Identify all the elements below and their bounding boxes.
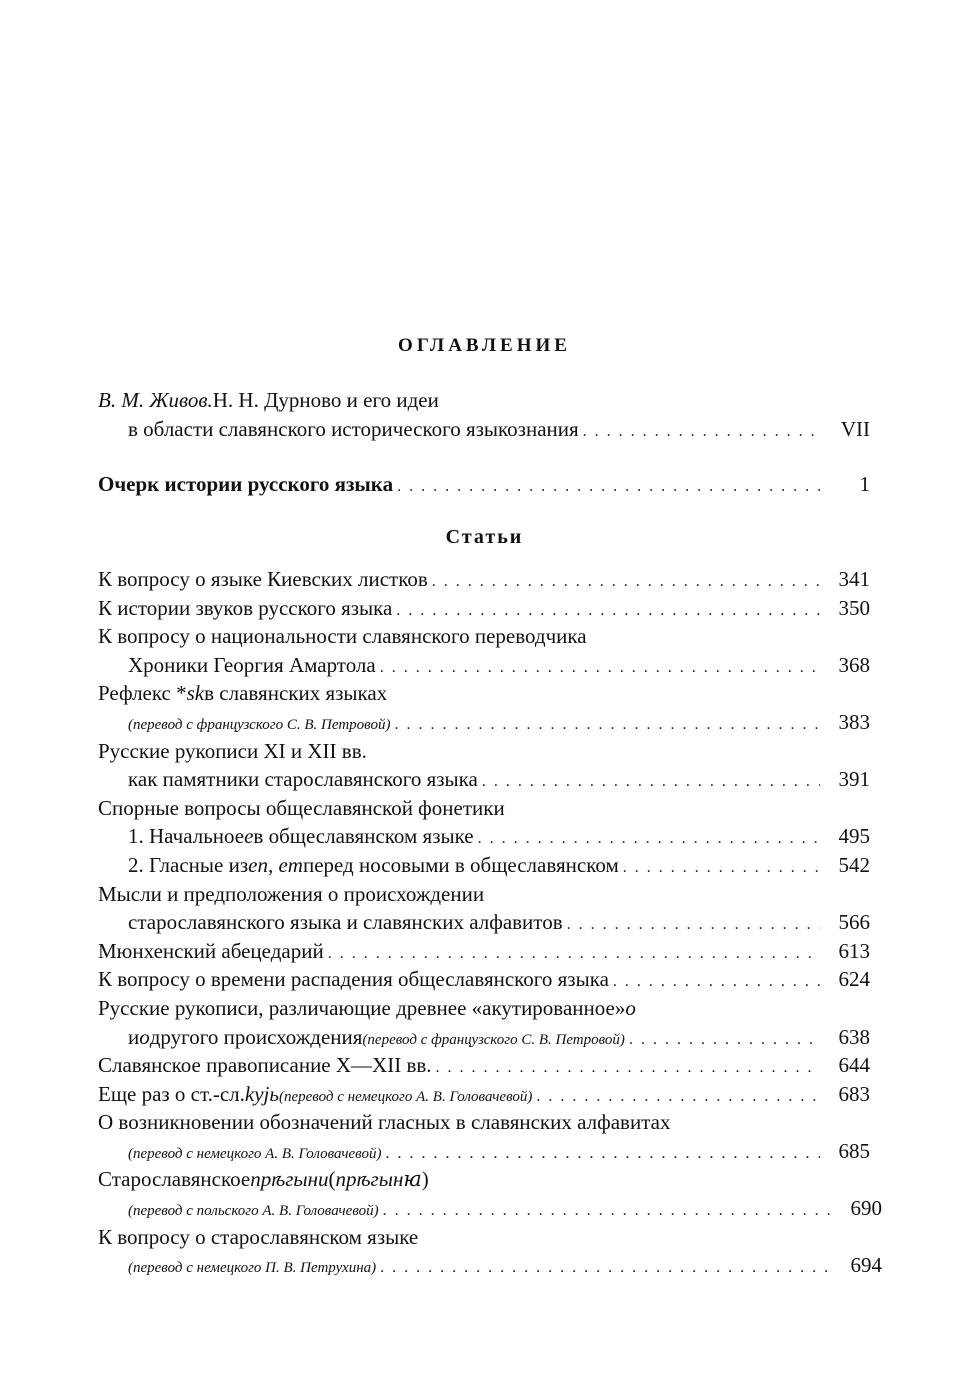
toc-heading: ОГЛАВЛЕНИЕ <box>398 335 571 356</box>
page-number: 542 <box>838 852 870 877</box>
dot-leader <box>385 1137 820 1169</box>
toc-entry-a12[interactable] <box>98 1080 870 1109</box>
page-number: 350 <box>838 595 870 620</box>
entry-title-italic: о <box>625 995 636 1020</box>
dot-leader <box>397 470 820 502</box>
toc-articles <box>98 565 882 1280</box>
entry-title-paren: ( <box>328 1167 336 1192</box>
dot-leader <box>328 937 820 969</box>
dot-leader <box>536 1080 820 1112</box>
entry-title-italic: sk <box>186 681 205 706</box>
entry-title: Мюнхенский абецедарий <box>98 938 324 963</box>
toc-entry-a5[interactable] <box>98 737 870 794</box>
dot-leader <box>583 415 820 447</box>
page-number: 383 <box>838 709 870 734</box>
dot-leader <box>380 1251 832 1283</box>
page-number: 683 <box>838 1081 870 1106</box>
entry-title-paren: ) <box>421 1167 429 1192</box>
entry-title: Спорные вопросы общеславянской фонетики <box>98 795 505 820</box>
entry-title: Старославянское <box>98 1167 251 1192</box>
sub-entry-title-end: в общеславянском языке <box>253 824 474 849</box>
entry-title-cont: и <box>128 1024 140 1049</box>
toc-entry-a15[interactable] <box>98 1223 882 1280</box>
page-number: 638 <box>838 1024 870 1049</box>
dot-leader <box>395 708 821 740</box>
dot-leader <box>383 1194 832 1226</box>
entry-title: Славянское правописание X—XII вв. <box>98 1053 432 1078</box>
entry-title: Русские рукописи, различающие древнее «акутированное» <box>98 995 626 1020</box>
toc-entry-a10[interactable] <box>98 994 870 1051</box>
section-title: Статьи <box>445 526 524 548</box>
toc-entry-ocherk[interactable] <box>98 470 870 499</box>
page-number: 685 <box>838 1138 870 1163</box>
sub-entry-italic: en, em <box>248 852 303 877</box>
translation-note: (перевод с немецкого А. В. Головачевой) <box>278 1088 533 1105</box>
page-number: 341 <box>838 567 870 591</box>
dot-leader <box>436 1051 820 1083</box>
toc-entry-a14[interactable] <box>98 1165 882 1222</box>
dot-leader <box>567 908 820 940</box>
page-number: 495 <box>838 824 870 849</box>
translation-note: (перевод с немецкого П. В. Петрухина) <box>128 1260 377 1277</box>
toc-entry-a3[interactable] <box>98 622 870 679</box>
translation-note: (перевод с немецкого А. В. Головачевой) <box>128 1145 382 1162</box>
entry-title-cont-end: другого происхождения <box>149 1024 363 1049</box>
entry-title: К вопросу о старославянском языке <box>98 1224 419 1249</box>
entry-title: Русские рукописи XI и XII вв. <box>98 738 367 763</box>
toc-entry-a13[interactable] <box>98 1108 870 1165</box>
translation-note: (перевод с польского А. В. Головачевой) <box>128 1203 379 1220</box>
page-number: 624 <box>838 967 870 992</box>
sub-entry-italic: e <box>244 824 254 849</box>
entry-title: К вопросу о национальности славянского переводчика <box>98 624 587 649</box>
entry-title-cont: как памятники старославянского языка <box>128 767 478 792</box>
entry-title: Еще раз о ст.-сл. <box>98 1081 245 1106</box>
entry-title-italic: прѣгыни <box>250 1167 329 1192</box>
entry-title: Рефлекс * <box>98 681 187 706</box>
toc-entry-a4[interactable] <box>98 679 870 736</box>
toc-entry-a8[interactable] <box>98 937 870 966</box>
dot-leader <box>482 765 820 797</box>
entry-title-italic: о <box>139 1024 150 1049</box>
entry-title: К истории звуков русского языка <box>98 595 393 620</box>
toc-entry-a7[interactable] <box>98 880 870 937</box>
toc-entry-a11[interactable] <box>98 1051 870 1080</box>
toc-entry-intro[interactable] <box>98 386 870 443</box>
translation-note: (перевод с французского С. В. Петровой) <box>128 716 391 733</box>
entry-title-cont: старославянского языка и славянских алфавитов <box>128 910 563 935</box>
toc-entry-a2[interactable] <box>98 594 870 623</box>
entry-title-cont: Хроники Георгия Амартола <box>128 652 376 677</box>
page-number: 566 <box>838 910 870 935</box>
dot-leader <box>623 851 820 883</box>
dot-leader <box>613 965 820 997</box>
page-number: 613 <box>838 938 870 963</box>
page-number: 694 <box>850 1253 882 1278</box>
entry-author: В. М. Живов. <box>98 388 213 412</box>
entry-title-end: в славянских языках <box>204 681 388 706</box>
dot-leader <box>629 1023 820 1055</box>
entry-title: О возникновении обозначений гласных в славянских алфавитах <box>98 1110 671 1135</box>
page-number: 644 <box>838 1053 870 1078</box>
sub-entry-title: 1. Начальное <box>128 824 245 849</box>
entry-title: Мысли и предположения о происхождении <box>98 881 485 906</box>
entry-title-italic: прѣгынꙗ <box>335 1167 422 1192</box>
entry-title-italic: kyjь <box>244 1081 279 1106</box>
dot-leader <box>380 651 820 683</box>
entry-title: Очерк истории русского языка <box>98 472 394 496</box>
page-number: VII <box>840 416 870 441</box>
sub-entry-title-end: перед носовыми в общеславянском <box>302 852 619 877</box>
entry-title: К вопросу о языке Киевских листков <box>98 567 428 591</box>
page-number: 1 <box>859 472 870 496</box>
page-number: 368 <box>838 652 870 677</box>
page-number: 391 <box>838 767 870 792</box>
translation-note: (перевод с французского С. В. Петровой) <box>362 1031 625 1048</box>
dot-leader <box>432 565 820 597</box>
entry-title-cont: в области славянского исторического языкознания <box>128 416 579 441</box>
dot-leader <box>396 594 820 626</box>
toc-entry-a6[interactable] <box>98 794 870 880</box>
entry-title: К вопросу о времени распадения общеславянского языка <box>98 967 609 992</box>
sub-entry-title: 2. Гласные из <box>128 852 249 877</box>
entry-title: Н. Н. Дурново и его идеи <box>212 388 439 412</box>
page-number: 690 <box>850 1196 882 1221</box>
toc-entry-a9[interactable] <box>98 965 870 994</box>
dot-leader <box>478 822 820 854</box>
toc-entry-a1[interactable] <box>98 565 870 594</box>
